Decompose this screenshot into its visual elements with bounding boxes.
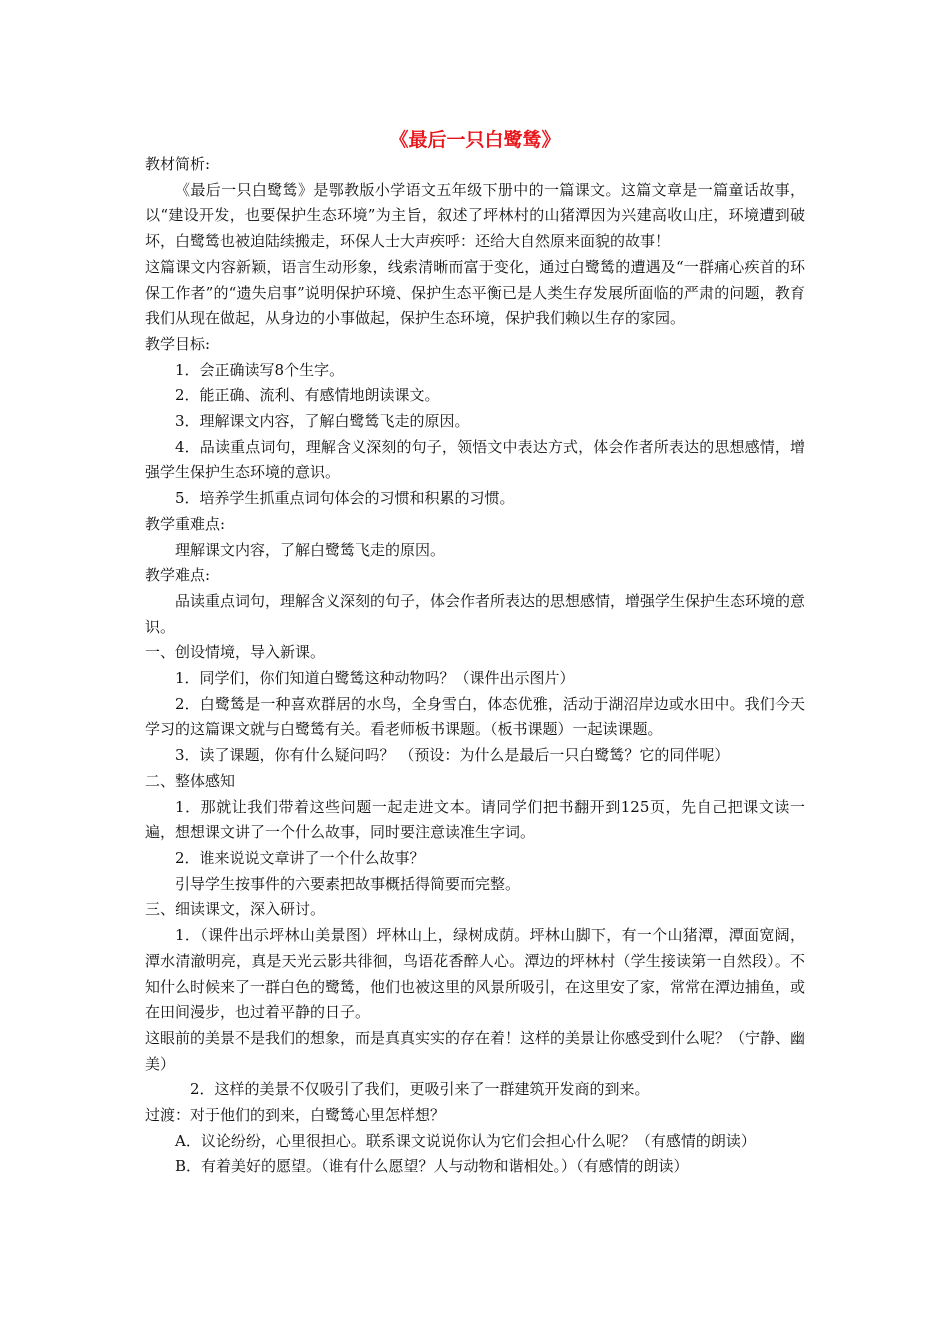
key-points-text: 理解课文内容，了解白鹭鸶飞走的原因。 — [175, 540, 446, 559]
section-3-question: 这眼前的美景不是我们的想象，而是真真实实的存在着！这样的美景让你感受到什么呢？（宁静、幽美） — [145, 1028, 806, 1073]
option-a: A．议论纷纷，心里很担心。联系课文说说你认为它们会担心什么呢？（有感情的朗读） — [175, 1131, 756, 1150]
section-heading-1: 一、创设情境，导入新课。 — [145, 643, 326, 662]
goal-item-4: 4．品读重点词句，理解含义深刻的句子，领悟文中表达方式，体会作者所表达的思想感情，增强学生保护生态环境的意识。 — [145, 437, 805, 482]
goal-item-5: 5．培养学生抓重点词句体会的习惯和积累的习惯。 — [175, 489, 515, 508]
heading-analysis: 教材简析: — [145, 155, 211, 173]
goal-item-3: 3．理解课文内容，了解白鹭鸶飞走的原因。 — [175, 412, 470, 431]
goal-item-1: 1．会正确读写8个生字。 — [175, 360, 345, 379]
section-3-item-1: 1．（课件出示坪林山美景图）坪林山上，绿树成荫。坪林山脚下，有一个山猪潭，潭面宽阔，潭水清澈明亮，真是天光云影共徘徊，鸟语花香醉人心。潭边的坪林村（学生接读第一自然段）。不知什么时候来了一群白色的鹭鸶，他们也被这里的风景所吸引，在这里安了家，常常在潭边捕鱼，或在田间漫步，也过着平静的日子。 — [145, 926, 806, 1022]
paragraph-intro: 《最后一只白鹭鸶》是鄂教版小学语文五年级下册中的一篇课文。这篇文章是一篇童话故事，以“建设开发，也要保护生态环境”为主旨，叙述了坪林村的山猪潭因为兴建高收山庄，环境遭到破坏，白鹭鸶也被迫陆续搬走，环保人士大声疾呼：还给大自然原来面貌的故事！ — [145, 180, 805, 251]
section-1-item-3: 3．读了课题，你有什么疑问吗？ （预设：为什么是最后一只白鹭鸶？它的同伴呢） — [175, 746, 730, 765]
section-3-item-2: 2．这样的美景不仅吸引了我们，更吸引来了一群建筑开发商的到来。 — [190, 1080, 650, 1099]
section-heading-2: 二、整体感知 — [145, 771, 236, 790]
heading-goals: 教学目标: — [145, 334, 211, 353]
document-title: 《最后一只白鹭鸶》 — [389, 129, 561, 151]
section-1-item-1: 1．同学们，你们知道白鹭鸶这种动物吗？（课件出示图片） — [175, 669, 575, 688]
transition-text: 过渡：对于他们的到来，白鹭鸶心里怎样想？ — [145, 1106, 446, 1125]
difficulties-text: 品读重点词句，理解含义深刻的句子，体会作者所表达的思想感情，增强学生保护生态环境的意识。 — [145, 591, 806, 636]
heading-key-points: 教学重难点: — [145, 514, 226, 533]
paragraph-summary: 这篇课文内容新颖，语言生动形象，线索清晰而富于变化，通过白鹭鸶的遭遇及“一群痛心疾首的环保工作者”的“遗失启事”说明保护环境、保护生态平衡已是人类生存发展所面临的严肃的问题，教育我们从现在做起，从身边的小事做起，保护生态环境，保护我们赖以生存的家园。 — [145, 257, 805, 328]
section-2-item-1: 1．那就让我们带着这些问题一起走进文本。请同学们把书翻开到125页，先自己把课文读一遍，想想课文讲了一个什么故事，同时要注意读准生字词。 — [145, 797, 805, 842]
section-heading-3: 三、细读课文，深入研讨。 — [145, 900, 326, 919]
option-b: B．有着美好的愿望。（谁有什么愿望？人与动物和谐相处。）（有感情的朗读） — [175, 1157, 689, 1176]
heading-difficulties: 教学难点: — [145, 566, 211, 585]
section-1-item-2: 2．白鹭鸶是一种喜欢群居的水鸟，全身雪白，体态优雅，活动于湖沼岸边或水田中。我们今天学习的这篇课文就与白鹭鸶有关。看老师板书课题。（板书课题）一起读课题。 — [145, 694, 805, 739]
document-body — [145, 152, 805, 1180]
section-2-guide: 引导学生按事件的六要素把故事概括得简要而完整。 — [175, 874, 521, 893]
goal-item-2: 2．能正确、流利、有感情地朗读课文。 — [175, 386, 440, 405]
section-2-item-2: 2．谁来说说文章讲了一个什么故事？ — [175, 848, 425, 867]
